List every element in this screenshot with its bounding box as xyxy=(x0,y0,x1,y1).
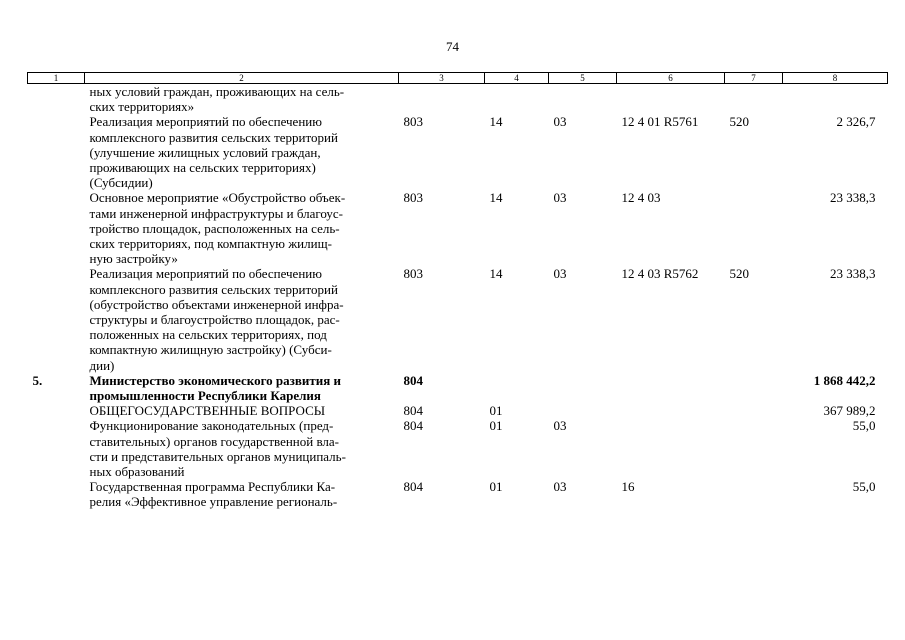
text-line: Функционирование законодательных (пред- xyxy=(89,418,334,434)
table-row xyxy=(28,190,888,266)
text-line: дии) xyxy=(89,357,115,373)
text-line: комплексного развития сельских территорий xyxy=(89,129,338,145)
table-body xyxy=(28,84,888,510)
row-number-cell xyxy=(28,403,85,418)
expense-type-cell xyxy=(725,373,783,403)
text-line: ставительных) органов государственной вла- xyxy=(89,433,340,449)
row-number-cell xyxy=(28,190,85,266)
section-code-cell xyxy=(485,373,549,403)
item-name-cell xyxy=(85,266,399,372)
gr-code-cell: 803 xyxy=(403,266,423,282)
item-name-cell xyxy=(85,190,399,266)
expense-type-cell xyxy=(725,479,783,509)
amount-cell: 1 868 442,2 xyxy=(813,372,876,388)
target-article-cell: 12 4 03 xyxy=(621,190,661,206)
table-header xyxy=(28,73,888,84)
table-row xyxy=(28,266,888,372)
text-line: ОБЩЕГОСУДАРСТВЕННЫЕ ВОПРОСЫ xyxy=(89,403,326,419)
expense-type-cell xyxy=(725,418,783,479)
item-name-cell xyxy=(85,418,399,479)
section-code-cell: 01 xyxy=(489,418,503,434)
text-line: положенных на сельских территориях, под xyxy=(89,327,327,343)
column-header: 1 xyxy=(28,73,85,84)
text-line: ную застройку» xyxy=(89,251,178,267)
gr-code-cell: 804 xyxy=(403,372,423,388)
target-article-cell xyxy=(617,84,725,115)
page-number: 74 xyxy=(446,39,459,54)
section-code-cell xyxy=(485,84,549,115)
row-number-cell xyxy=(28,479,85,509)
section-code-cell: 14 xyxy=(489,266,503,282)
row-number-cell xyxy=(28,266,85,372)
gr-code-cell: 804 xyxy=(403,418,423,434)
subsection-code-cell: 03 xyxy=(553,114,567,130)
text-line: ских территориях» xyxy=(89,99,195,115)
text-line: тами инженерной инфраструктуры и благоус- xyxy=(89,205,343,221)
amount-cell: 367 989,2 xyxy=(823,403,876,419)
text-line: проживающих на сельских территориях) xyxy=(89,160,316,176)
expense-type-cell: 520 xyxy=(729,266,749,282)
expense-type-cell xyxy=(725,190,783,266)
item-name-cell xyxy=(85,479,399,509)
item-name-cell xyxy=(85,114,399,190)
text-line: комплексного развития сельских территорий xyxy=(89,281,338,297)
amount-cell xyxy=(783,84,888,115)
text-line: тройство площадок, расположенных на сель- xyxy=(89,220,340,236)
gr-code-cell: 803 xyxy=(403,190,423,206)
table-row xyxy=(28,84,888,115)
text-line: Государственная программа Республики Ка- xyxy=(89,479,336,495)
text-line: (улучшение жилищных условий граждан, xyxy=(89,144,321,160)
text-line: (Субсидии) xyxy=(89,175,153,191)
subsection-code-cell: 03 xyxy=(553,266,567,282)
expense-type-cell: 520 xyxy=(729,114,749,130)
amount-cell: 2 326,7 xyxy=(836,114,876,130)
section-code-cell: 01 xyxy=(489,403,503,419)
text-line: Основное мероприятие «Обустройство объек- xyxy=(89,190,346,206)
gr-code-cell: 803 xyxy=(403,114,423,130)
gr-code-cell: 804 xyxy=(403,479,423,495)
subsection-code-cell: 03 xyxy=(553,190,567,206)
text-line: Реализация мероприятий по обеспечению xyxy=(89,114,322,130)
column-header: 2 xyxy=(85,73,399,84)
target-article-cell: 12 4 01 R5761 xyxy=(621,114,699,130)
column-header: 4 xyxy=(485,73,549,84)
budget-table xyxy=(27,72,888,510)
text-line: (обустройство объектами инженерной инфра- xyxy=(89,296,344,312)
subsection-code-cell xyxy=(549,373,617,403)
amount-cell: 23 338,3 xyxy=(830,190,876,206)
table-row xyxy=(28,373,888,403)
text-line: сти и представительных органов муниципаль- xyxy=(89,448,346,464)
text-line: релия «Эффективное управление региональ- xyxy=(89,494,338,510)
row-number-cell xyxy=(28,114,85,190)
row-number-cell: 5. xyxy=(32,372,43,388)
row-number-cell xyxy=(28,418,85,479)
table-row xyxy=(28,114,888,190)
section-code-cell: 01 xyxy=(489,479,503,495)
target-article-cell xyxy=(617,403,725,418)
amount-cell: 55,0 xyxy=(852,479,876,495)
table-row xyxy=(28,418,888,479)
text-line: Министерство экономического развития и xyxy=(89,372,342,388)
expense-type-cell xyxy=(725,84,783,115)
target-article-cell xyxy=(617,418,725,479)
section-code-cell: 14 xyxy=(489,190,503,206)
subsection-code-cell xyxy=(549,403,617,418)
column-header: 3 xyxy=(399,73,485,84)
column-header: 5 xyxy=(549,73,617,84)
gr-code-cell xyxy=(399,84,485,115)
subsection-code-cell: 03 xyxy=(553,418,567,434)
column-header: 6 xyxy=(617,73,725,84)
expense-type-cell xyxy=(725,403,783,418)
text-line: ских территориях, под компактную жилищ- xyxy=(89,236,332,252)
subsection-code-cell xyxy=(549,84,617,115)
section-code-cell: 14 xyxy=(489,114,503,130)
text-line: ных образований xyxy=(89,464,185,480)
target-article-cell xyxy=(617,373,725,403)
target-article-cell: 16 xyxy=(621,479,635,495)
amount-cell: 23 338,3 xyxy=(830,266,876,282)
target-article-cell: 12 4 03 R5762 xyxy=(621,266,699,282)
text-line: ных условий граждан, проживающих на сель- xyxy=(89,84,345,99)
amount-cell: 55,0 xyxy=(852,418,876,434)
table-row xyxy=(28,479,888,509)
table-row xyxy=(28,403,888,418)
column-header: 8 xyxy=(783,73,888,84)
row-number-cell xyxy=(28,84,85,115)
text-line: компактную жилищную застройку) (Субси- xyxy=(89,342,332,358)
text-line: Реализация мероприятий по обеспечению xyxy=(89,266,322,282)
gr-code-cell: 804 xyxy=(403,403,423,419)
text-line: промышленности Республики Карелия xyxy=(89,388,321,404)
column-header: 7 xyxy=(725,73,783,84)
subsection-code-cell: 03 xyxy=(553,479,567,495)
item-name-cell xyxy=(85,403,399,418)
item-name-cell xyxy=(85,84,399,115)
item-name-cell xyxy=(85,373,399,403)
text-line: структуры и благоустройство площадок, рас- xyxy=(89,312,340,328)
